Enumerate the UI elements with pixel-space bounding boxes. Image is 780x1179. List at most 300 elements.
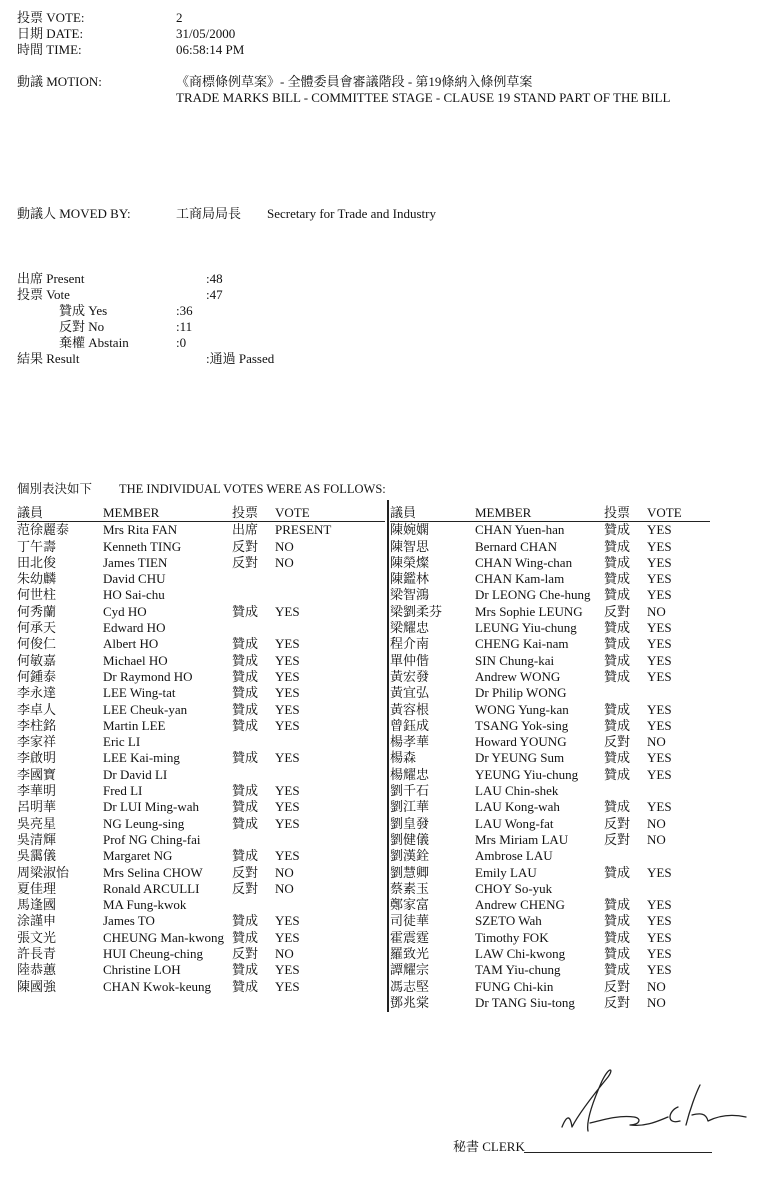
member-vote-zh: 反對 — [604, 603, 631, 619]
member-name-zh: 楊森 — [390, 750, 417, 766]
member-name-en: Emily LAU — [475, 864, 537, 880]
member-vote-en: YES — [647, 571, 672, 587]
member-name-zh: 呂明華 — [17, 799, 57, 815]
member-row — [390, 702, 710, 718]
member-vote-en: YES — [647, 717, 672, 733]
member-row — [390, 734, 710, 750]
member-name-zh: 陳榮燦 — [390, 554, 430, 570]
member-name-zh: 黃宏發 — [390, 668, 430, 684]
member-name-zh: 梁智鴻 — [390, 587, 430, 603]
member-name-zh: 蔡素玉 — [390, 880, 430, 896]
member-row — [17, 946, 385, 962]
member-name-zh: 陸恭蕙 — [17, 962, 57, 978]
member-row — [17, 685, 385, 701]
member-name-en: LAU Chin-shek — [475, 783, 559, 799]
member-row — [390, 571, 710, 587]
member-row — [17, 604, 385, 620]
member-name-zh: 譚耀宗 — [390, 962, 430, 978]
member-vote-zh: 贊成 — [232, 668, 259, 684]
member-row — [17, 816, 385, 832]
member-vote-zh: 贊成 — [604, 717, 631, 733]
member-row — [17, 669, 385, 685]
member-row — [17, 799, 385, 815]
member-name-zh: 劉皇發 — [390, 815, 430, 831]
member-row — [17, 718, 385, 734]
member-vote-zh: 贊成 — [604, 554, 631, 570]
member-row — [390, 979, 710, 995]
member-name-en: Dr LUI Ming-wah — [103, 799, 200, 815]
member-row — [17, 702, 385, 718]
member-name-en: TAM Yiu-chung — [475, 962, 561, 978]
member-vote-zh: 贊成 — [604, 538, 631, 554]
member-row — [17, 979, 385, 995]
member-name-en: David CHU — [103, 571, 166, 587]
member-row — [390, 604, 710, 620]
header-vote-zh: 投票 — [604, 505, 631, 520]
member-name-en: LAU Kong-wah — [475, 799, 560, 815]
member-vote-zh: 贊成 — [232, 603, 259, 619]
member-vote-en: PRESENT — [275, 522, 332, 538]
member-vote-en: YES — [275, 652, 300, 668]
member-vote-zh: 反對 — [232, 554, 259, 570]
member-vote-en: YES — [647, 636, 672, 652]
date-label: 日期 DATE: — [17, 26, 84, 41]
member-vote-zh: 贊成 — [232, 701, 259, 717]
member-name-en: YEUNG Yiu-chung — [475, 766, 579, 782]
member-vote-zh: 贊成 — [232, 636, 259, 652]
member-row — [390, 881, 710, 897]
member-vote-zh: 贊成 — [232, 978, 259, 994]
left-vote-table — [17, 505, 385, 995]
member-vote-en: YES — [647, 897, 672, 913]
abstain-label: 棄權 Abstain — [59, 335, 129, 350]
member-name-en: HO Sai-chu — [103, 587, 165, 603]
member-row — [390, 669, 710, 685]
member-name-en: CHAN Kam-lam — [475, 571, 565, 587]
member-vote-en: YES — [647, 620, 672, 636]
individual-heading-zh: 個別表決如下 — [17, 482, 93, 496]
motion-title-zh: 《商標條例草案》- 全體委員會審議階段 - 第19條納入條例草案 — [176, 74, 533, 89]
member-name-en: Mrs Selina CHOW — [103, 864, 203, 880]
member-row — [17, 587, 385, 603]
member-row — [390, 913, 710, 929]
member-row — [17, 848, 385, 864]
abstain-value: :0 — [176, 335, 187, 350]
header-member-en: MEMBER — [103, 505, 160, 520]
header-vote-en: VOTE — [647, 505, 682, 520]
member-name-en: LAW Chi-kwong — [475, 946, 566, 962]
member-vote-en: NO — [275, 554, 294, 570]
member-name-en: Dr Philip WONG — [475, 685, 567, 701]
member-vote-en: YES — [647, 652, 672, 668]
member-vote-zh: 贊成 — [604, 571, 631, 587]
member-row — [17, 522, 385, 538]
member-vote-en: NO — [647, 978, 666, 994]
member-row — [390, 685, 710, 701]
member-name-en: Timothy FOK — [475, 929, 549, 945]
member-name-en: LAU Wong-fat — [475, 815, 554, 831]
no-value: :11 — [176, 319, 193, 334]
motion-label: 動議 MOTION: — [17, 74, 102, 89]
vote-count-value: :47 — [206, 287, 223, 302]
member-name-en: SIN Chung-kai — [475, 652, 555, 668]
member-name-zh: 范徐麗泰 — [17, 522, 70, 538]
member-name-zh: 楊耀忠 — [390, 766, 430, 782]
member-name-en: Albert HO — [103, 636, 159, 652]
member-vote-zh: 贊成 — [232, 962, 259, 978]
header-member-zh: 議員 — [390, 505, 417, 520]
member-vote-en: YES — [275, 668, 300, 684]
member-row — [390, 799, 710, 815]
member-vote-zh: 贊成 — [232, 913, 259, 929]
motion-title-en: TRADE MARKS BILL - COMMITTEE STAGE - CLAUSE 19 STAND PART OF THE BILL — [176, 90, 671, 105]
member-name-en: Ronald ARCULLI — [103, 880, 200, 896]
member-vote-en: YES — [275, 685, 300, 701]
moved-by-label: 動議人 MOVED BY: — [17, 206, 131, 221]
member-vote-en: YES — [647, 929, 672, 945]
member-name-en: Dr David LI — [103, 766, 168, 782]
member-name-zh: 霍震霆 — [390, 929, 430, 945]
member-vote-en: NO — [275, 538, 294, 554]
member-row — [17, 653, 385, 669]
member-row — [390, 587, 710, 603]
member-row — [17, 734, 385, 750]
member-row — [390, 783, 710, 799]
member-vote-en: YES — [275, 783, 300, 799]
member-name-zh: 何秀蘭 — [17, 603, 57, 619]
member-row — [17, 783, 385, 799]
member-name-en: Dr Raymond HO — [103, 668, 193, 684]
member-row — [17, 865, 385, 881]
member-vote-zh: 贊成 — [232, 717, 259, 733]
member-vote-zh: 贊成 — [232, 652, 259, 668]
member-vote-zh: 贊成 — [604, 799, 631, 815]
member-name-en: Dr YEUNG Sum — [475, 750, 565, 766]
member-vote-zh: 贊成 — [604, 522, 631, 538]
member-vote-en: YES — [647, 864, 672, 880]
member-row — [17, 555, 385, 571]
member-name-en: Mrs Rita FAN — [103, 522, 178, 538]
vote-count-label: 投票 Vote — [17, 287, 70, 302]
member-vote-en: NO — [275, 864, 294, 880]
member-vote-en: YES — [647, 522, 672, 538]
date-value: 31/05/2000 — [176, 26, 236, 41]
no-label: 反對 No — [59, 319, 105, 334]
member-vote-zh: 反對 — [232, 864, 259, 880]
header-member-en: MEMBER — [475, 505, 532, 520]
time-label: 時間 TIME: — [17, 42, 82, 57]
member-name-en: CHEUNG Man-kwong — [103, 929, 224, 945]
member-vote-en: YES — [647, 668, 672, 684]
member-name-en: James TIEN — [103, 554, 168, 570]
member-vote-zh: 贊成 — [604, 766, 631, 782]
member-vote-en: YES — [275, 848, 300, 864]
member-vote-en: YES — [647, 554, 672, 570]
member-row — [390, 653, 710, 669]
member-vote-zh: 反對 — [604, 994, 631, 1010]
member-name-zh: 劉慧卿 — [390, 864, 430, 880]
member-vote-zh: 反對 — [604, 734, 631, 750]
member-name-en: Bernard CHAN — [475, 538, 557, 554]
member-row — [390, 718, 710, 734]
member-name-zh: 陳婉嫻 — [390, 522, 430, 538]
member-name-zh: 吳靄儀 — [17, 848, 57, 864]
member-name-en: Martin LEE — [103, 717, 166, 733]
member-name-zh: 劉健儀 — [390, 831, 430, 847]
clerk-signature-line — [524, 1152, 712, 1153]
member-vote-en: YES — [275, 603, 300, 619]
member-name-zh: 司徒華 — [390, 913, 430, 929]
time-value: 06:58:14 PM — [176, 42, 245, 57]
member-vote-zh: 贊成 — [604, 668, 631, 684]
member-name-zh: 李家祥 — [17, 734, 57, 750]
member-vote-zh: 贊成 — [604, 701, 631, 717]
member-row — [17, 962, 385, 978]
member-vote-en: YES — [275, 815, 300, 831]
member-vote-en: YES — [647, 766, 672, 782]
member-name-en: CHAN Wing-chan — [475, 554, 573, 570]
member-name-en: Andrew CHENG — [475, 897, 565, 913]
present-label: 出席 Present — [17, 271, 85, 286]
member-row — [390, 767, 710, 783]
member-name-zh: 李永達 — [17, 685, 57, 701]
member-vote-en: NO — [647, 603, 666, 619]
member-name-zh: 馬逢國 — [17, 897, 57, 913]
member-row — [17, 750, 385, 766]
member-vote-zh: 贊成 — [232, 848, 259, 864]
member-vote-en: YES — [275, 913, 300, 929]
member-row — [17, 636, 385, 652]
result-label: 結果 Result — [17, 351, 80, 366]
member-vote-zh: 贊成 — [232, 929, 259, 945]
member-name-zh: 吳清輝 — [17, 831, 57, 847]
member-name-en: Mrs Miriam LAU — [475, 831, 569, 847]
member-vote-en: YES — [647, 538, 672, 554]
member-row — [390, 636, 710, 652]
right-vote-table — [390, 505, 710, 1011]
member-vote-en: YES — [275, 717, 300, 733]
member-vote-en: NO — [275, 880, 294, 896]
member-vote-zh: 贊成 — [604, 750, 631, 766]
member-name-en: CHAN Kwok-keung — [103, 978, 211, 994]
member-row — [390, 962, 710, 978]
moved-by-en: Secretary for Trade and Industry — [267, 206, 436, 221]
member-name-zh: 周梁淑怡 — [17, 864, 70, 880]
member-vote-zh: 贊成 — [232, 685, 259, 701]
member-name-zh: 何承天 — [17, 620, 57, 636]
member-name-zh: 陳鑑林 — [390, 571, 430, 587]
member-vote-en: YES — [647, 587, 672, 603]
member-name-zh: 鄭家富 — [390, 897, 430, 913]
member-name-zh: 梁耀忠 — [390, 620, 430, 636]
member-row — [390, 555, 710, 571]
member-vote-zh: 贊成 — [604, 587, 631, 603]
member-vote-zh: 贊成 — [232, 750, 259, 766]
member-name-zh: 黃容根 — [390, 701, 430, 717]
member-name-en: LEE Wing-tat — [103, 685, 176, 701]
member-name-en: Michael HO — [103, 652, 168, 668]
yes-value: :36 — [176, 303, 193, 318]
member-row — [390, 522, 710, 538]
member-name-zh: 劉江華 — [390, 799, 430, 815]
member-vote-en: NO — [275, 946, 294, 962]
left-rows — [17, 522, 385, 995]
member-name-en: Howard YOUNG — [475, 734, 567, 750]
member-name-zh: 朱幼麟 — [17, 571, 57, 587]
member-name-zh: 涂謹申 — [17, 913, 57, 929]
member-vote-en: YES — [275, 701, 300, 717]
member-vote-zh: 贊成 — [232, 799, 259, 815]
member-vote-en: NO — [647, 994, 666, 1010]
member-vote-zh: 贊成 — [604, 897, 631, 913]
member-name-en: Ambrose LAU — [475, 848, 553, 864]
member-name-zh: 何敏嘉 — [17, 652, 57, 668]
moved-by-zh: 工商局局長 — [176, 206, 242, 221]
member-vote-zh: 贊成 — [604, 620, 631, 636]
member-name-zh: 單仲偕 — [390, 652, 430, 668]
member-name-zh: 陳國強 — [17, 978, 57, 994]
member-row — [390, 620, 710, 636]
member-row — [17, 571, 385, 587]
member-vote-en: NO — [647, 734, 666, 750]
member-name-en: Cyd HO — [103, 603, 147, 619]
member-vote-en: YES — [275, 636, 300, 652]
member-name-en: LEUNG Yiu-chung — [475, 620, 577, 636]
clerk-label: 秘書 CLERK — [453, 1139, 525, 1154]
member-vote-en: YES — [275, 962, 300, 978]
member-name-en: NG Leung-sing — [103, 815, 185, 831]
member-name-zh: 田北俊 — [17, 554, 57, 570]
column-divider — [387, 500, 389, 1012]
member-name-zh: 鄧兆棠 — [390, 994, 430, 1010]
member-vote-en: YES — [275, 929, 300, 945]
member-row — [390, 946, 710, 962]
member-row — [17, 897, 385, 913]
member-name-zh: 吳亮星 — [17, 815, 57, 831]
header-vote-zh: 投票 — [232, 505, 259, 520]
member-row — [17, 620, 385, 636]
member-name-en: FUNG Chi-kin — [475, 978, 554, 994]
member-name-en: LEE Cheuk-yan — [103, 701, 188, 717]
member-name-zh: 羅致光 — [390, 946, 430, 962]
member-row — [390, 816, 710, 832]
member-vote-en: YES — [275, 750, 300, 766]
right-rows — [390, 522, 710, 1011]
member-vote-en: YES — [647, 799, 672, 815]
member-vote-en: YES — [647, 913, 672, 929]
member-name-en: TSANG Yok-sing — [475, 717, 569, 733]
member-name-zh: 李柱銘 — [17, 717, 57, 733]
member-row — [390, 848, 710, 864]
member-row — [390, 995, 710, 1011]
member-vote-zh: 贊成 — [232, 783, 259, 799]
member-vote-zh: 贊成 — [604, 864, 631, 880]
member-vote-zh: 贊成 — [604, 962, 631, 978]
member-vote-zh: 反對 — [604, 815, 631, 831]
member-vote-en: NO — [647, 815, 666, 831]
member-name-zh: 何鍾泰 — [17, 668, 57, 684]
member-row — [390, 539, 710, 555]
member-vote-en: YES — [275, 799, 300, 815]
member-row — [17, 767, 385, 783]
member-vote-zh: 反對 — [604, 831, 631, 847]
member-vote-en: YES — [275, 978, 300, 994]
vote-number-label: 投票 VOTE: — [17, 10, 85, 25]
member-vote-zh: 贊成 — [604, 652, 631, 668]
individual-heading-en: THE INDIVIDUAL VOTES WERE AS FOLLOWS: — [119, 482, 386, 496]
member-name-en: Mrs Sophie LEUNG — [475, 603, 583, 619]
member-name-en: Kenneth TING — [103, 538, 182, 554]
member-vote-zh: 反對 — [232, 946, 259, 962]
vote-number-value: 2 — [176, 10, 183, 25]
member-vote-en: YES — [647, 750, 672, 766]
member-row — [17, 539, 385, 555]
member-name-zh: 曾鈺成 — [390, 717, 430, 733]
member-row — [390, 897, 710, 913]
member-name-zh: 張文光 — [17, 929, 57, 945]
member-name-zh: 李啟明 — [17, 750, 57, 766]
member-name-en: HUI Cheung-ching — [103, 946, 204, 962]
member-name-en: Eric LI — [103, 734, 141, 750]
member-name-zh: 馮志堅 — [390, 978, 430, 994]
member-name-en: Edward HO — [103, 620, 166, 636]
member-vote-zh: 贊成 — [232, 815, 259, 831]
member-row — [390, 750, 710, 766]
member-vote-zh: 贊成 — [604, 636, 631, 652]
member-name-zh: 陳智思 — [390, 538, 430, 554]
member-row — [390, 832, 710, 848]
member-name-zh: 程介南 — [390, 636, 430, 652]
member-name-en: Fred LI — [103, 783, 143, 799]
member-name-en: Andrew WONG — [475, 668, 561, 684]
member-name-en: CHAN Yuen-han — [475, 522, 565, 538]
header-member-zh: 議員 — [17, 505, 44, 520]
member-vote-zh: 出席 — [232, 522, 259, 538]
member-vote-zh: 贊成 — [604, 913, 631, 929]
member-name-zh: 李卓人 — [17, 701, 57, 717]
member-row — [17, 930, 385, 946]
member-name-zh: 丁午壽 — [17, 538, 57, 554]
member-name-zh: 夏佳理 — [17, 880, 57, 896]
left-table-header — [17, 505, 385, 522]
header-vote-en: VOTE — [275, 505, 310, 520]
member-name-en: Margaret NG — [103, 848, 173, 864]
member-name-en: Dr TANG Siu-tong — [475, 994, 575, 1010]
member-vote-zh: 反對 — [232, 538, 259, 554]
member-name-zh: 何世柱 — [17, 587, 57, 603]
member-vote-en: NO — [647, 831, 666, 847]
member-row — [390, 865, 710, 881]
member-name-zh: 許長青 — [17, 946, 57, 962]
member-name-zh: 李國寶 — [17, 766, 57, 782]
member-vote-zh: 反對 — [604, 978, 631, 994]
member-name-en: Christine LOH — [103, 962, 181, 978]
clerk-signature — [550, 1055, 780, 1145]
member-name-en: WONG Yung-kan — [475, 701, 569, 717]
member-name-en: CHENG Kai-nam — [475, 636, 569, 652]
member-vote-en: YES — [647, 946, 672, 962]
member-row — [17, 832, 385, 848]
member-name-en: Dr LEONG Che-hung — [475, 587, 591, 603]
member-name-zh: 何俊仁 — [17, 636, 57, 652]
present-value: :48 — [206, 271, 223, 286]
member-name-zh: 李華明 — [17, 783, 57, 799]
member-name-en: James TO — [103, 913, 155, 929]
member-name-en: Prof NG Ching-fai — [103, 831, 201, 847]
member-vote-en: YES — [647, 962, 672, 978]
member-row — [390, 930, 710, 946]
right-table-header — [390, 505, 710, 522]
